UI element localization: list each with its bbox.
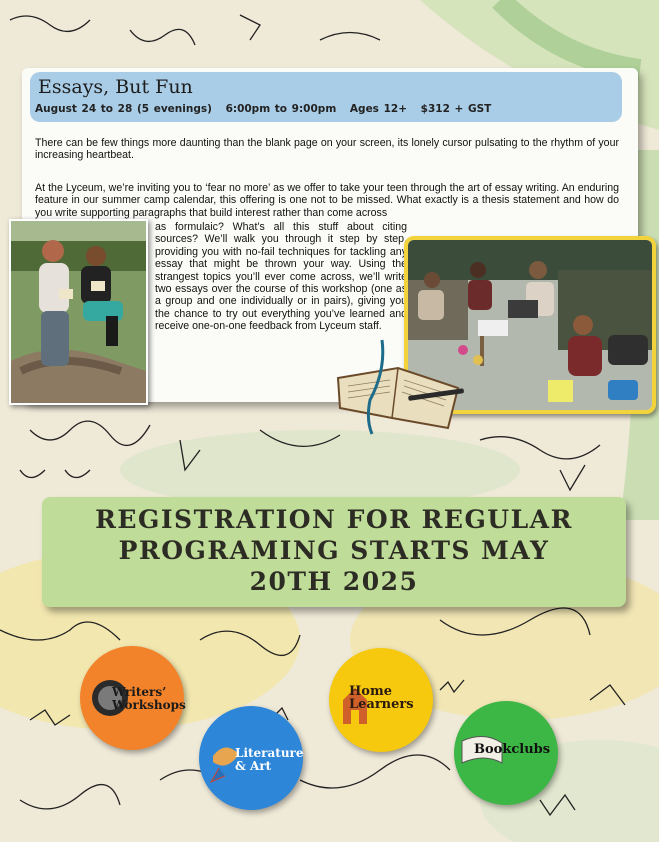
body-paragraph: At the Lyceum, we’re inviting you to ‘fear no more’ as we offer to take your teen through the art of essay writing. An enduring feature in our summer camp calendar, this offering is one not to be missed. What exactly is a thesis statement and how do you write supporting paragraphs that build interest rather than come across	[35, 182, 619, 219]
photo-teens-reading	[9, 219, 148, 405]
registration-line-1: REGISTRATION FOR REGULAR	[95, 505, 573, 534]
workshop-title: Essays, But Fun	[38, 76, 193, 98]
literature-art-line1: Literature	[235, 746, 304, 760]
home-learners-line1: Home	[349, 684, 392, 699]
literature-art-label	[235, 747, 304, 773]
home-learners-label	[349, 685, 414, 711]
bookclubs-line1: Bookclubs	[474, 742, 551, 757]
workshop-time: 6:00pm to 9:00pm	[225, 103, 337, 115]
book-pen-illustration	[330, 330, 470, 440]
registration-text	[42, 504, 626, 597]
home-learners-line2: Learners	[349, 697, 414, 712]
workshop-dates: August 24 to 28 (5 evenings)	[35, 103, 212, 115]
registration-line-2: PROGRAMING STARTS MAY	[118, 536, 550, 565]
literature-art-line2: & Art	[235, 759, 272, 773]
workshop-ages: Ages 12+	[349, 103, 408, 115]
registration-line-3: 20TH 2025	[249, 567, 419, 596]
workshop-price: $312 + GST	[420, 103, 492, 115]
bookclubs-label	[474, 743, 550, 756]
body-paragraph-continued: as formulaic? What’s all this stuff about citing sources? We’ll walk you through it step by step, providing you with no-fail techniques for tackling any essay that might be thrown your way. Using the strangest topics you’ll ever come across, we’ll write two essays over the course of this workshop (one as a group and one individually or in pairs), giving you the chance to try out everything you’ve learned and receive one-on-one feedback from Lyceum staff.	[155, 221, 407, 333]
intro-paragraph: There can be few things more daunting than the blank page on your screen, its lonely cursor pulsating to the rhythm of your increasing heartbeat.	[35, 137, 619, 162]
writers-workshops-line1: Writers’	[112, 685, 167, 699]
writers-workshops-line2: Workshops	[112, 698, 186, 712]
writers-workshops-label	[112, 686, 186, 712]
photo-teens-reading-image	[11, 221, 146, 403]
workshop-meta	[35, 103, 621, 115]
